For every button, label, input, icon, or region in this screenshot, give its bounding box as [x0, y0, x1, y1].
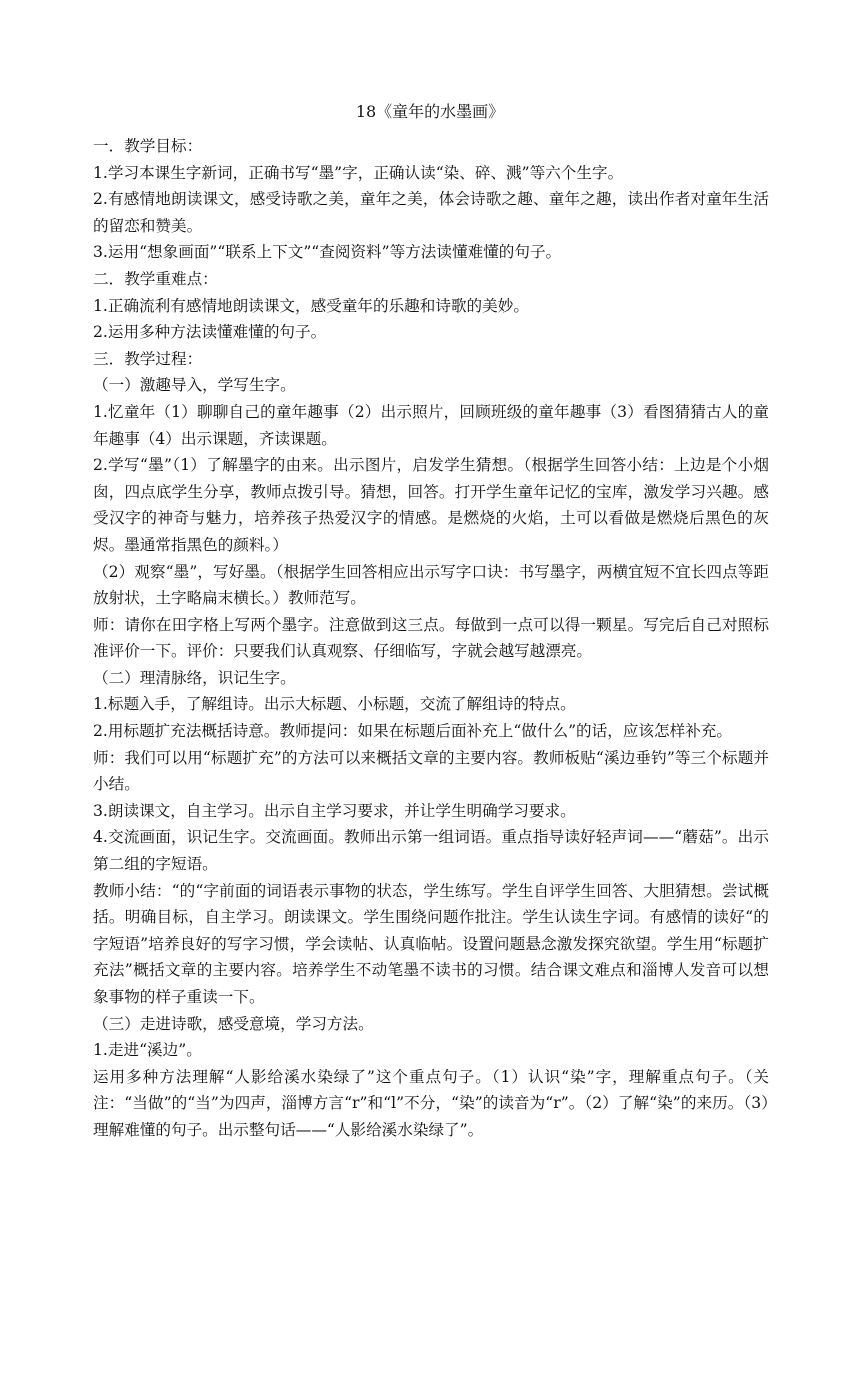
paragraph: 1.忆童年（1）聊聊自己的童年趣事（2）出示照片，回顾班级的童年趣事（3）看图猜猜古人的童年趣事（4）出示课题，齐读课题。: [93, 402, 769, 448]
paragraph: （一）激趣导入，学写生字。: [93, 376, 296, 395]
paragraph: （三）走进诗歌，感受意境，学习方法。: [93, 1014, 374, 1033]
paragraph: 师：请你在田字格上写两个墨字。注意做到这三点。每做到一点可以得一颗星。写完后自己对照标准评价一下。评价：只要我们认真观察、仔细临写，字就会越写越漂亮。: [93, 615, 769, 661]
paragraph: 1.正确流利有感情地朗读课文，感受童年的乐趣和诗歌的美妙。: [93, 296, 529, 315]
paragraph: 1.标题入手，了解组诗。出示大标题、小标题，交流了解组诗的特点。: [93, 695, 576, 714]
paragraph: 1.学习本课生字新词，正确书写“墨”字，正确认读“染、碎、溅”等六个生字。: [93, 163, 624, 182]
paragraph: 2.有感情地朗读课文，感受诗歌之美，童年之美，体会诗歌之趣、童年之趣，读出作者对童年生活的留恋和赞美。: [93, 190, 769, 235]
paragraph: 3.运用“想象画面”“联系上下文”“查阅资料”等方法读懂难懂的句子。: [93, 243, 562, 262]
paragraph: 师：我们可以用“标题扩充”的方法可以来概括文章的主要内容。教师板贴“溪边垂钓”等三个标题并小结。: [93, 748, 769, 794]
paragraph: 二．教学重难点：: [93, 269, 218, 288]
paragraph: 运用多种方法理解“人影给溪水染绿了”这个重点句子。（1）认识“染”字，理解重点句子。（关注：“当做”的“当”为四声，淄博方言“r”和“l”不分，“染”的读音为“r”。（2）了解“染”的来历。（3）理解难懂的句子。出示整句话——“人影给溪水染绿了”。: [93, 1067, 769, 1139]
paragraph: 3.朗读课文，自主学习。出示自主学习要求，并让学生明确学习要求。: [93, 801, 576, 820]
paragraph: 教师小结：“的“字前面的词语表示事物的状态，学生练写。学生自评学生回答、大胆猜想。尝试概括。明确目标，自主学习。朗读课文。学生围绕问题作批注。学生认读生字词。有感情的读好“的字短语”培养良好的写字习惯，学会读帖、认真临帖。设置问题悬念激发探究欲望。学生用“标题扩充法”概括文章的主要内容。培养学生不动笔墨不读书的习惯。结合课文难点和淄博人发音可以想象事物的样子重读一下。: [93, 881, 769, 1006]
paragraph: （二）理清脉络，识记生字。: [93, 668, 296, 687]
paragraph: 2.学写“墨”（1）了解墨字的由来。出示图片，启发学生猜想。（根据学生回答小结：上边是个小烟囱，四点底学生分享，教师点拨引导。猜想，回答。打开学生童年记忆的宝库，激发学习兴趣。感受汉字的神奇与魅力，培养孩子热爱汉字的情感。是燃烧的火焰，土可以看做是燃烧后黑色的灰烬。墨通常指黑色的颜料。）: [93, 456, 769, 554]
paragraph: 三．教学过程：: [93, 349, 203, 368]
paragraph: 1.走进“溪边”。: [93, 1041, 202, 1060]
paragraph: 2.运用多种方法读懂难懂的句子。: [93, 323, 327, 342]
paragraph: 2.用标题扩充法概括诗意。教师提问：如果在标题后面补充上“做什么”的话，应该怎样补充。: [93, 722, 732, 741]
paragraph: （2）观察“墨”，写好墨。（根据学生回答相应出示写字口诀：书写墨字，两横宜短不宜长四点等距放射状，土字略扁末横长。）教师范写。: [93, 562, 769, 608]
paragraph: 一．教学目标：: [93, 137, 203, 155]
document-title: 18《童年的水墨画》: [355, 102, 505, 121]
paragraph: 4.交流画面，识记生字。交流画面。教师出示第一组词语。重点指导读好轻声词——“蘑菇”。出示第二组的字短语。: [93, 828, 769, 874]
document-body: [93, 133, 769, 1144]
